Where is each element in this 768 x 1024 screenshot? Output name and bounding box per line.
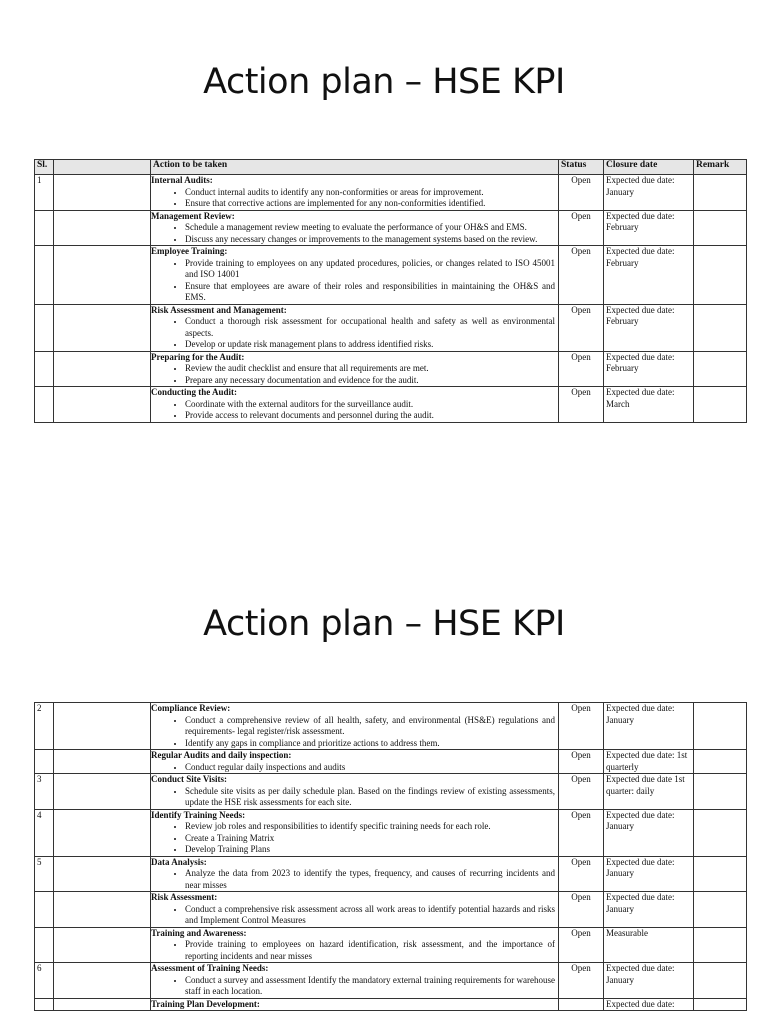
blank-cell: [54, 246, 151, 305]
action-cell: [151, 246, 559, 305]
header-sl: Sl.: [35, 160, 54, 175]
serial-cell: [35, 351, 54, 387]
status-cell: Open: [559, 750, 604, 774]
blank-cell: [54, 210, 151, 246]
status-cell: Open: [559, 387, 604, 423]
status-cell: Open: [559, 856, 604, 892]
action-bullet-list: [153, 187, 556, 210]
table-row: [35, 856, 747, 892]
status-cell: Open: [559, 809, 604, 856]
serial-cell: [35, 998, 54, 1011]
table-row: [35, 304, 747, 351]
slide-2: [0, 540, 768, 1024]
serial-cell: 6: [35, 963, 54, 999]
action-title: Training and Awareness:: [151, 927, 247, 938]
action-cell: [151, 175, 559, 211]
serial-cell: [35, 246, 54, 305]
action-bullet-list: [153, 363, 556, 386]
action-bullet: • Review the audit checklist and ensure that all requirements are met.: [185, 363, 556, 375]
action-bullet: • Coordinate with the external auditors for the surveillance audit.: [185, 399, 556, 411]
action-bullet: • Develop or update risk management plans to address identified risks.: [185, 339, 556, 351]
action-bullet: • Conduct a comprehensive review of all health, safety, and environmental (HS&E) regulations and requirements- legal register/risk assessment.: [185, 715, 556, 738]
action-bullet: • Identify any gaps in compliance and prioritize actions to address them.: [185, 738, 556, 750]
closure-date-cell: Expected due date: February: [604, 351, 694, 387]
remark-cell: [694, 304, 747, 351]
header-remark: Remark: [694, 160, 747, 175]
table-row: [35, 210, 747, 246]
action-title: Management Review:: [151, 210, 235, 221]
action-cell: [151, 351, 559, 387]
status-cell: Open: [559, 246, 604, 305]
remark-cell: [694, 246, 747, 305]
table-row: [35, 774, 747, 810]
action-title: Risk Assessment and Management:: [151, 304, 287, 315]
action-title: Conducting the Audit:: [151, 387, 238, 397]
action-plan-table: [34, 702, 747, 1011]
action-cell: [151, 304, 559, 351]
action-bullet-list: [153, 904, 556, 927]
serial-cell: 5: [35, 856, 54, 892]
remark-cell: [694, 750, 747, 774]
table-row: [35, 387, 747, 423]
table-row: [35, 703, 747, 750]
remark-cell: [694, 387, 747, 423]
blank-cell: [54, 351, 151, 387]
closure-date-cell: Expected due date: January: [604, 175, 694, 211]
status-cell: Open: [559, 963, 604, 999]
remark-cell: [694, 856, 747, 892]
serial-cell: [35, 210, 54, 246]
action-bullet-list: [153, 762, 556, 774]
closure-date-cell: Expected due date: January: [604, 809, 694, 856]
action-bullet: • Provide training to employees on any updated procedures, policies, or changes related to ISO 45001 and ISO 14001: [185, 258, 556, 281]
action-plan-table: [34, 159, 747, 423]
blank-cell: [54, 703, 151, 750]
remark-cell: [694, 175, 747, 211]
action-cell: [151, 750, 559, 774]
serial-cell: 4: [35, 809, 54, 856]
action-cell: [151, 892, 559, 928]
blank-cell: [54, 856, 151, 892]
action-cell: [151, 927, 559, 963]
status-cell: Open: [559, 210, 604, 246]
closure-date-cell: Expected due date: January: [604, 963, 694, 999]
table-row: [35, 175, 747, 211]
action-bullet-list: [153, 821, 556, 856]
header-status: Status: [559, 160, 604, 175]
action-title: Training Plan Development:: [151, 998, 260, 1009]
action-title: Conduct Site Visits:: [151, 774, 228, 784]
action-bullet-list: [153, 222, 556, 245]
action-cell: [151, 963, 559, 999]
action-bullet-list: [153, 399, 556, 422]
closure-date-cell: Expected due date: 1st quarterly: [604, 750, 694, 774]
remark-cell: [694, 703, 747, 750]
action-bullet-list: [153, 715, 556, 750]
table-row: [35, 927, 747, 963]
action-bullet: • Schedule site visits as per daily schedule plan. Based on the findings review of existing assessments, update the HSE risk assessments for each site.: [185, 786, 556, 809]
action-title: Risk Assessment:: [151, 892, 218, 902]
remark-cell: [694, 774, 747, 810]
closure-date-cell: Expected due date: January: [604, 892, 694, 928]
blank-cell: [54, 750, 151, 774]
action-bullet: • Provide access to relevant documents and personnel during the audit.: [185, 410, 556, 422]
action-bullet: • Create a Training Matrix: [185, 833, 556, 845]
table-header-row: [35, 160, 747, 175]
closure-date-cell: Expected due date:: [604, 998, 694, 1011]
serial-cell: [35, 927, 54, 963]
remark-cell: [694, 809, 747, 856]
status-cell: Open: [559, 703, 604, 750]
status-cell: [559, 998, 604, 1011]
action-bullet: • Analyze the data from 2023 to identify the types, frequency, and causes of recurring incidents and near misses: [185, 868, 556, 891]
action-bullet-list: [153, 975, 556, 998]
action-bullet-list: [153, 258, 556, 304]
action-bullet: • Conduct internal audits to identify any non-conformities or areas for improvement.: [185, 187, 556, 199]
action-bullet: • Develop Training Plans: [185, 844, 556, 856]
remark-cell: [694, 927, 747, 963]
table-row: [35, 246, 747, 305]
action-title: Preparing for the Audit:: [151, 351, 245, 362]
blank-cell: [54, 809, 151, 856]
closure-date-cell: Expected due date: February: [604, 210, 694, 246]
action-bullet: • Ensure that corrective actions are implemented for any non-conformities identified.: [185, 198, 556, 210]
closure-date-cell: Expected due date: February: [604, 246, 694, 305]
blank-cell: [54, 927, 151, 963]
action-cell: [151, 210, 559, 246]
remark-cell: [694, 963, 747, 999]
action-title: Data Analysis:: [151, 856, 207, 867]
action-bullet-list: [153, 939, 556, 962]
blank-cell: [54, 963, 151, 999]
action-bullet: • Provide training to employees on hazard identification, risk assessment, and the importance of reporting incidents and near misses: [185, 939, 556, 962]
action-bullet: • Ensure that employees are aware of their roles and responsibilities in maintaining the OH&S and EMS.: [185, 281, 556, 304]
action-cell: [151, 809, 559, 856]
table-row: [35, 892, 747, 928]
closure-date-cell: Expected due date 1st quarter: daily: [604, 774, 694, 810]
action-bullet: • Prepare any necessary documentation and evidence for the audit.: [185, 375, 556, 387]
serial-cell: [35, 892, 54, 928]
header-closure: Closure date: [604, 160, 694, 175]
closure-date-cell: Expected due date: March: [604, 387, 694, 423]
action-title: Employee Training:: [151, 246, 228, 256]
serial-cell: [35, 304, 54, 351]
action-bullet: • Schedule a management review meeting to evaluate the performance of your OH&S and EMS.: [185, 222, 556, 234]
action-bullet: • Conduct regular daily inspections and audits: [185, 762, 556, 774]
closure-date-cell: Expected due date: February: [604, 304, 694, 351]
table-row: [35, 351, 747, 387]
closure-date-cell: Expected due date: January: [604, 703, 694, 750]
action-title: Internal Audits:: [151, 175, 213, 185]
action-title: Compliance Review:: [151, 703, 231, 713]
header-blank: [54, 160, 151, 175]
remark-cell: [694, 998, 747, 1011]
status-cell: Open: [559, 304, 604, 351]
serial-cell: 3: [35, 774, 54, 810]
action-bullet-list: [153, 786, 556, 809]
closure-date-cell: Expected due date: January: [604, 856, 694, 892]
action-title: Assessment of Training Needs:: [151, 963, 269, 973]
remark-cell: [694, 351, 747, 387]
serial-cell: [35, 387, 54, 423]
serial-cell: [35, 750, 54, 774]
closure-date-cell: Measurable: [604, 927, 694, 963]
action-title: Regular Audits and daily inspection:: [151, 750, 292, 760]
serial-cell: 1: [35, 175, 54, 211]
action-bullet-list: [153, 316, 556, 351]
slide-title: Action plan – HSE KPI: [203, 62, 565, 102]
action-bullet: • Conduct a comprehensive risk assessment across all work areas to identify potential hazards and risks and Implement Control Measures: [185, 904, 556, 927]
action-cell: [151, 703, 559, 750]
action-bullet-list: [153, 868, 556, 891]
status-cell: Open: [559, 774, 604, 810]
table-row: [35, 998, 747, 1011]
action-cell: [151, 998, 559, 1011]
table-row: [35, 963, 747, 999]
blank-cell: [54, 892, 151, 928]
status-cell: Open: [559, 892, 604, 928]
status-cell: Open: [559, 175, 604, 211]
blank-cell: [54, 774, 151, 810]
action-cell: [151, 856, 559, 892]
action-title: Identify Training Needs:: [151, 809, 246, 820]
blank-cell: [54, 175, 151, 211]
action-bullet: • Discuss any necessary changes or improvements to the management systems based on the review.: [185, 234, 556, 246]
table-row: [35, 809, 747, 856]
header-action: Action to be taken: [151, 160, 559, 175]
blank-cell: [54, 387, 151, 423]
blank-cell: [54, 998, 151, 1011]
remark-cell: [694, 210, 747, 246]
table-row: [35, 750, 747, 774]
blank-cell: [54, 304, 151, 351]
action-cell: [151, 774, 559, 810]
serial-cell: 2: [35, 703, 54, 750]
action-cell: [151, 387, 559, 423]
slide-title: Action plan – HSE KPI: [203, 604, 565, 644]
status-cell: Open: [559, 351, 604, 387]
remark-cell: [694, 892, 747, 928]
action-bullet: • Conduct a survey and assessment Identify the mandatory external training requirements for warehouse staff in each location.: [185, 975, 556, 998]
status-cell: Open: [559, 927, 604, 963]
action-bullet: • Conduct a thorough risk assessment for occupational health and safety as well as environmental aspects.: [185, 316, 556, 339]
action-bullet: • Review job roles and responsibilities to identify specific training needs for each role.: [185, 821, 556, 833]
